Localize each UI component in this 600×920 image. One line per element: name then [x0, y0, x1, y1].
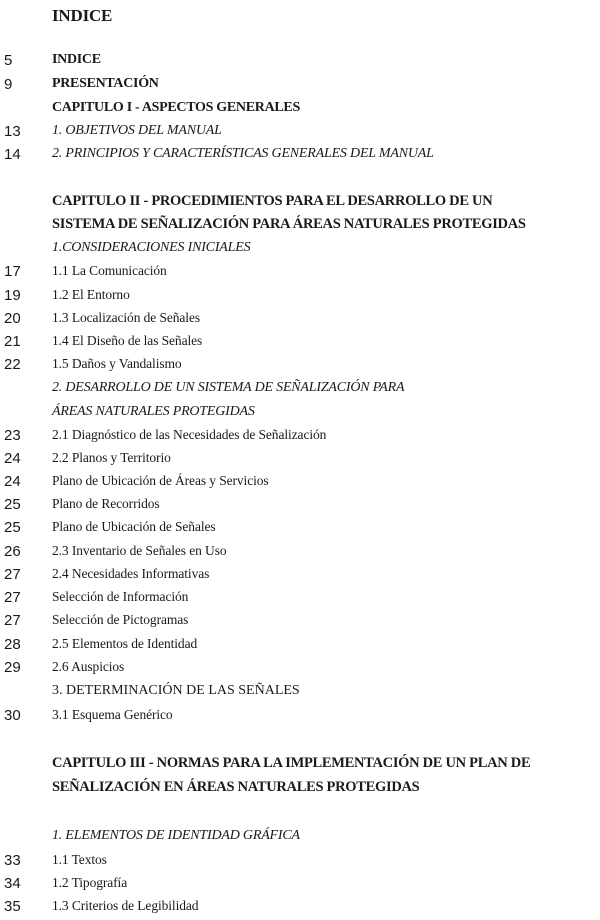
toc-entry-text: 1.5 Daños y Vandalismo	[52, 356, 182, 371]
toc-page-number: 27	[4, 612, 21, 629]
toc-page-number: 34	[4, 875, 21, 892]
toc-entry-text: Plano de Ubicación de Señales	[52, 519, 216, 534]
toc-entry-text: 2.2 Planos y Territorio	[52, 450, 171, 465]
toc-entry-text: 2.3 Inventario de Señales en Uso	[52, 543, 227, 558]
toc-page-number: 17	[4, 263, 21, 280]
toc-entry-text: 1.2 El Entorno	[52, 287, 130, 302]
toc-page-number: 25	[4, 519, 21, 536]
toc-page-number: 28	[4, 636, 21, 653]
toc-entry-text: 1.1 Textos	[52, 852, 107, 867]
toc-page-number: 24	[4, 450, 21, 467]
toc-page-number: 23	[4, 427, 21, 444]
toc-entry-text: 2.6 Auspicios	[52, 659, 125, 674]
toc-page-number: 27	[4, 589, 21, 606]
toc-entry-text: PRESENTACIÓN	[52, 76, 159, 91]
toc-page-number: 26	[4, 543, 21, 560]
toc-entry-text: ÁREAS NATURALES PROTEGIDAS	[52, 404, 255, 419]
toc-entry-text: Plano de Recorridos	[52, 496, 160, 511]
toc-entry-text: 2.4 Necesidades Informativas	[52, 566, 210, 581]
toc-entry-text: SISTEMA DE SEÑALIZACIÓN PARA ÁREAS NATURALES PROTEGIDAS	[52, 216, 526, 232]
toc-entry-text: 2. PRINCIPIOS Y CARACTERÍSTICAS GENERALES DEL MANUAL	[52, 146, 434, 161]
toc-entry-text: CAPITULO I - ASPECTOS GENERALES	[52, 100, 300, 115]
toc-page-number: 9	[4, 76, 13, 93]
toc-entry-text: CAPITULO II - PROCEDIMIENTOS PARA EL DESARROLLO DE UN	[52, 193, 493, 209]
toc-entry-text: 1. OBJETIVOS DEL MANUAL	[52, 123, 222, 138]
toc-entry-text: 2. DESARROLLO DE UN SISTEMA DE SEÑALIZACIÓN PARA	[52, 380, 405, 395]
toc-page-number: 22	[4, 356, 21, 373]
toc-page-number: 35	[4, 898, 21, 915]
toc-entry-text: INDICE	[52, 52, 101, 67]
toc-entry-text: Plano de Ubicación de Áreas y Servicios	[52, 473, 269, 488]
toc-page-number: 33	[4, 852, 21, 869]
toc-entry-text: 1.4 El Diseño de las Señales	[52, 333, 203, 348]
toc-page-number: 25	[4, 496, 21, 513]
toc-entry-text: 2.5 Elementos de Identidad	[52, 636, 198, 651]
toc-page-number: 13	[4, 123, 21, 140]
toc-entry-text: 1.CONSIDERACIONES INICIALES	[52, 240, 251, 255]
toc-page-number: 20	[4, 310, 21, 327]
toc-entry-text: 3.1 Esquema Genérico	[52, 707, 173, 722]
toc-page-number: 29	[4, 659, 21, 676]
toc-page-number: 24	[4, 473, 21, 490]
toc-page-number: 30	[4, 707, 21, 724]
toc-entry-text: 3. DETERMINACIÓN DE LAS SEÑALES	[52, 683, 300, 698]
toc-page-number: 19	[4, 287, 21, 304]
toc-page-number: 27	[4, 566, 21, 583]
toc-entry-text: CAPITULO III - NORMAS PARA LA IMPLEMENTACIÓN DE UN PLAN DE	[52, 755, 531, 771]
toc-page-number: 14	[4, 146, 21, 163]
toc-page-number: 5	[4, 52, 13, 69]
toc-entry-text: 1.3 Localización de Señales	[52, 310, 200, 325]
toc-entry-text: Selección de Pictogramas	[52, 612, 189, 627]
page-title: INDICE	[52, 6, 113, 25]
toc-entry-text: 1.2 Tipografía	[52, 875, 128, 890]
toc-entry-text: Selección de Información	[52, 589, 189, 604]
toc-entry-text: SEÑALIZACIÓN EN ÁREAS NATURALES PROTEGIDAS	[52, 779, 420, 795]
toc-entry-text: 1. ELEMENTOS DE IDENTIDAD GRÁFICA	[52, 828, 300, 843]
toc-entry-text: 1.3 Criterios de Legibilidad	[52, 898, 199, 913]
toc-page-number: 21	[4, 333, 21, 350]
toc-entry-text: 2.1 Diagnóstico de las Necesidades de Señalización	[52, 427, 327, 442]
toc-entry-text: 1.1 La Comunicación	[52, 263, 167, 278]
